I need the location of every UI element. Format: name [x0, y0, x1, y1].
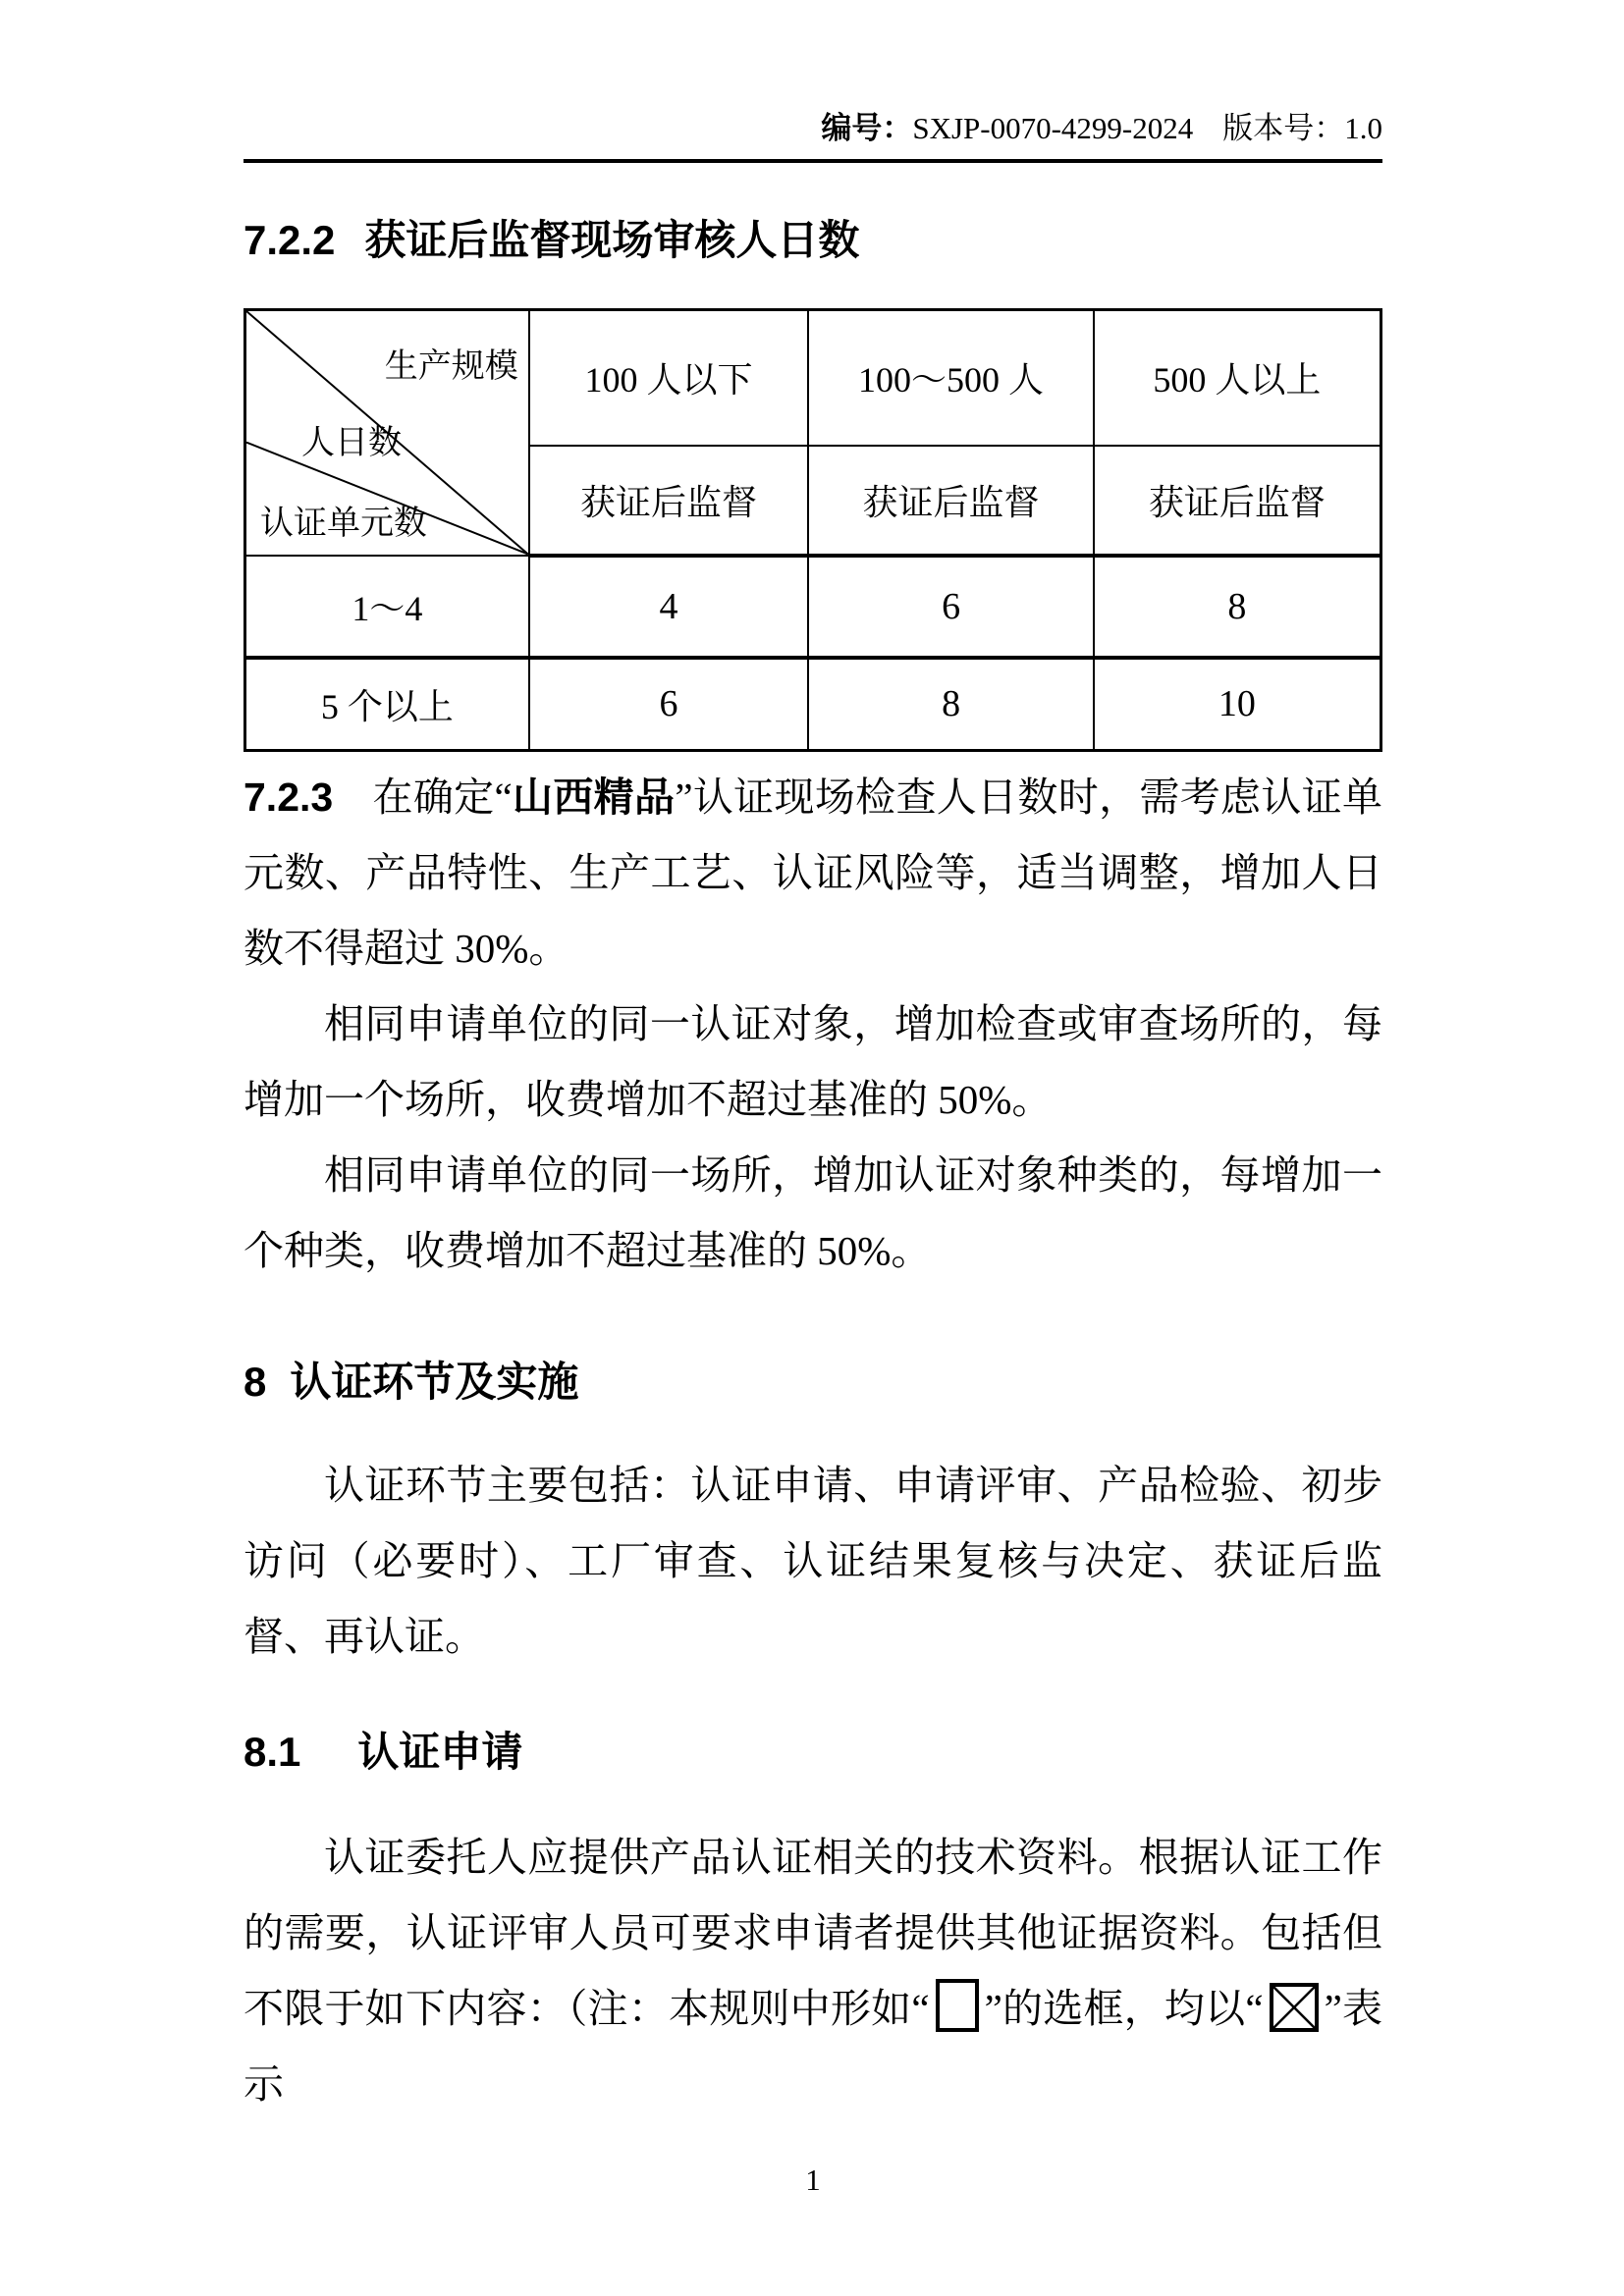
sub-header-supervision-2: 获证后监督 — [808, 446, 1093, 556]
corner-label-production-scale: 生产规模 — [384, 348, 518, 385]
col-header-100-500: 100～500 人 — [808, 310, 1093, 446]
body-block-7-2-3 — [244, 760, 1382, 1289]
row-label: 5 个以上 — [245, 658, 529, 751]
empty-checkbox-icon — [936, 1979, 979, 2032]
value-cell: 8 — [808, 658, 1093, 751]
value-cell: 6 — [529, 658, 809, 751]
audit-days-table — [244, 308, 1382, 752]
section-heading-8 — [244, 1358, 1382, 1407]
value-cell: 8 — [1094, 556, 1381, 658]
paragraph-7-2-3 — [244, 760, 1382, 987]
doc-number-value: SXJP-0070-4299-2024 — [912, 111, 1194, 145]
value-cell: 4 — [529, 556, 809, 658]
text-run: ”的选框，均以“ — [984, 1986, 1264, 2031]
brand-name: 山西精品 — [512, 774, 676, 820]
corner-label-person-days: 人日数 — [301, 425, 402, 461]
heading-title: 获证后监督现场审核人日数 — [364, 217, 860, 263]
doc-number-label: 编号： — [821, 111, 913, 145]
sub-header-supervision-1: 获证后监督 — [529, 446, 809, 556]
doc-version: 版本号：1.0 — [1222, 111, 1382, 145]
crossed-checkbox-icon — [1270, 1983, 1319, 2032]
value-cell: 10 — [1094, 658, 1381, 751]
section-heading-8-1 — [244, 1728, 1382, 1777]
corner-label-cert-units: 认证单元数 — [260, 506, 427, 542]
paragraph-8: 认证环节主要包括：认证申请、申请评审、产品检验、初步访问（必要时）、工厂审查、认证结果复核与决定、获证后监督、再认证。 — [244, 1463, 1382, 1659]
paragraph-type-fee: 相同申请单位的同一场所，增加认证对象种类的，每增加一个种类，收费增加不超过基准的 50%。 — [244, 1152, 1382, 1273]
body-block-8 — [244, 1448, 1382, 1675]
sub-header-supervision-3: 获证后监督 — [1094, 446, 1381, 556]
text-run: ”认证现场检查人日数时，需考虑认证单元数、产品特性、生产工艺、认证风险等，适当调整，增加人日数不得超过 30%。 — [244, 774, 1383, 971]
col-header-under-100: 100 人以下 — [529, 310, 809, 446]
text-run: 认证委托人应提供产品认证相关的技术资料。根据认证工作的需要，认证评审人员可要求申请者提供其他证据资料。包括但不限于如下内容：（注：本规则中形如“ — [244, 1835, 1382, 2031]
table-row-1-4-units — [245, 556, 1381, 658]
heading-title: 认证申请 — [357, 1729, 523, 1775]
row-label: 1～4 — [245, 556, 529, 658]
heading-number: 7.2.2 — [244, 217, 336, 263]
paragraph-number: 7.2.3 — [244, 774, 334, 820]
table-row-5-plus-units — [245, 658, 1381, 751]
paragraph-site-fee: 相同申请单位的同一认证对象，增加检查或审查场所的，每增加一个场所，收费增加不超过基准的 50%。 — [244, 1001, 1382, 1122]
table-header-row-1 — [245, 310, 1381, 446]
heading-number: 8 — [244, 1359, 267, 1405]
table-corner-cell — [245, 310, 529, 556]
heading-number: 8.1 — [244, 1729, 301, 1775]
text-run: 在确定“ — [372, 774, 513, 820]
section-heading-7-2-2 — [244, 216, 1382, 265]
value-cell: 6 — [808, 556, 1093, 658]
heading-title: 认证环节及实施 — [290, 1359, 579, 1405]
col-header-over-500: 500 人以上 — [1094, 310, 1381, 446]
document-header — [244, 108, 1382, 163]
paragraph-8-1 — [244, 1820, 1382, 2122]
body-block-8-1 — [244, 1820, 1382, 2122]
page-number: 1 — [805, 2163, 821, 2197]
text-run: ”表示 — [244, 1986, 1383, 2107]
